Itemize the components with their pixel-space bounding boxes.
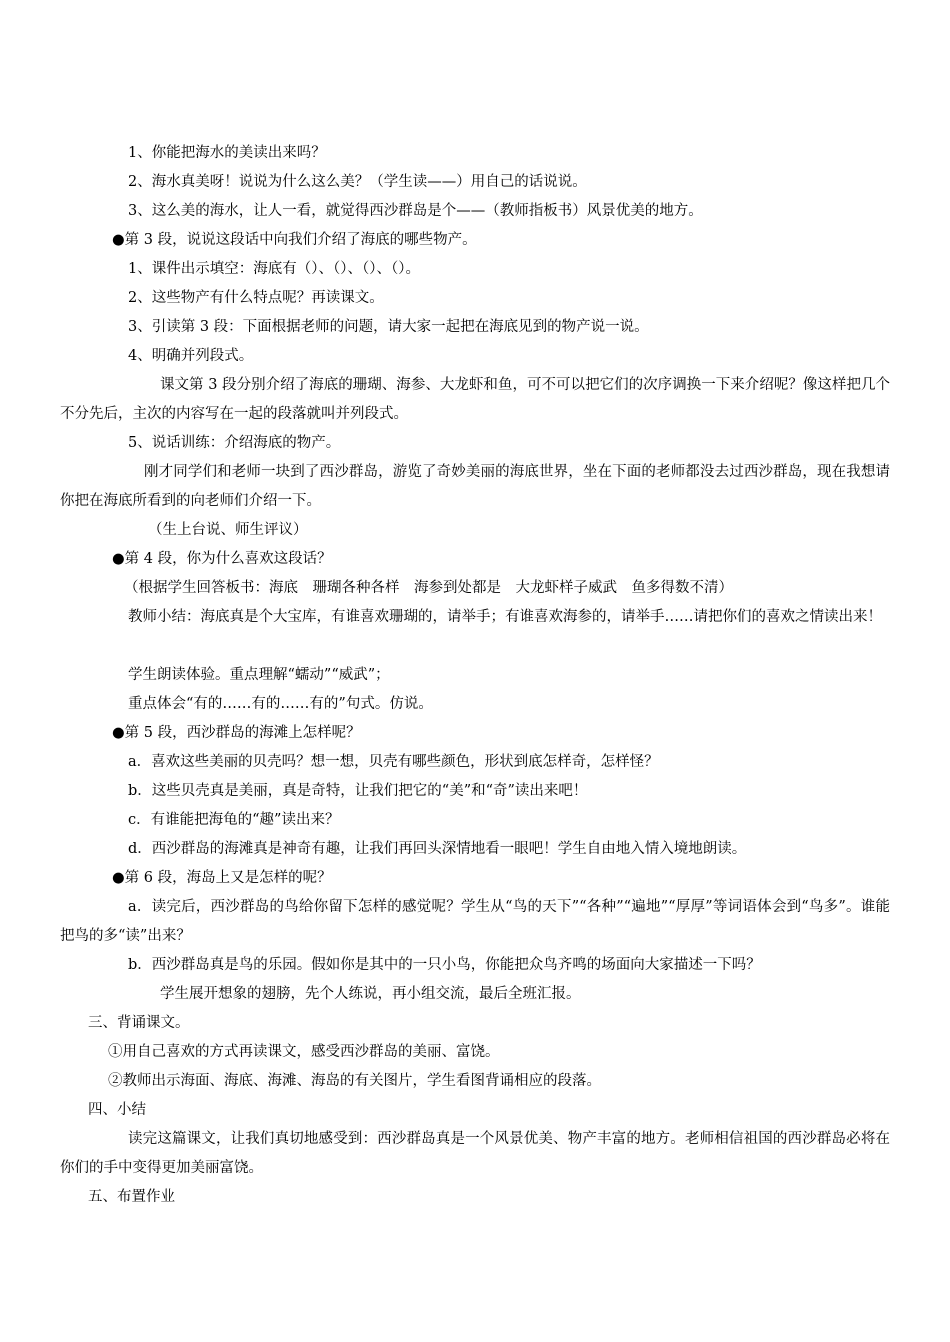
item-a-shells: a．喜欢这些美丽的贝壳吗？想一想，贝壳有哪些颜色，形状到底怎样奇，怎样怪？ <box>128 754 659 770</box>
parallel-structure-explanation: 课文第 3 段分别介绍了海底的珊瑚、海参、大龙虾和鱼，可不可以把它们的次序调换一下来介绍呢？像这样把几个不分先后，主次的内容写在一起的段落就叫并列段式。 <box>60 377 890 422</box>
step-1-fill-blank: 1、课件出示填空：海底有（）、（）、（）、（）。 <box>128 261 420 277</box>
recite-step-1: ①用自己喜欢的方式再读课文，感受西沙群岛的美丽、富饶。 <box>108 1044 500 1060</box>
section-4-summary: 四、小结 <box>88 1102 146 1118</box>
section-5-homework: 五、布置作业 <box>88 1189 175 1205</box>
step-5: 5、说话训练：介绍海底的物产。 <box>128 435 341 451</box>
stage-note: （生上台说、师生评议） <box>148 522 308 538</box>
question-2: 2、海水真美呀！说说为什么这么美？（学生读——）用自己的话说说。 <box>128 174 587 190</box>
blackboard-note: （根据学生回答板书：海底 珊瑚各种各样 海参到处都是 大龙虾样子威武 鱼多得数不清） <box>124 580 733 596</box>
section-3-recite: 三、背诵课文。 <box>88 1015 190 1031</box>
step-3: 3、引读第 3 段：下面根据老师的问题，请大家一起把在海底见到的物产说一说。 <box>128 319 649 335</box>
item-d-beach: d．西沙群岛的海滩真是神奇有趣，让我们再回头深情地看一眼吧！学生自由地入情入境地朗读。 <box>128 841 747 857</box>
step-2: 2、这些物产有什么特点呢？再读课文。 <box>128 290 384 306</box>
item-a-birds: a．读完后，西沙群岛的鸟给你留下怎样的感觉呢？学生从“鸟的天下”“各种”“遍地”“厚厚”等词语体会到“鸟多”。谁能把鸟的多“读”出来？ <box>60 899 890 944</box>
item-b-birds: b．西沙群岛真是鸟的乐园。假如你是其中的一只小鸟，你能把众鸟齐鸣的场面向大家描述一下吗？ <box>128 957 761 973</box>
question-3: 3、这么美的海水，让人一看，就觉得西沙群岛是个——（教师指板书）风景优美的地方。 <box>128 203 703 219</box>
summary-paragraph: 读完这篇课文，让我们真切地感受到：西沙群岛真是一个风景优美、物产丰富的地方。老师相信祖国的西沙群岛必将在你们的手中变得更加美丽富饶。 <box>60 1131 890 1176</box>
paragraph-3-heading: ●第 3 段，说说这段话中向我们介绍了海底的哪些物产。 <box>112 232 477 248</box>
recite-step-2: ②教师出示海面、海底、海滩、海岛的有关图片，学生看图背诵相应的段落。 <box>108 1073 601 1089</box>
student-imagination: 学生展开想象的翅膀，先个人练说，再小组交流，最后全班汇报。 <box>160 986 581 1002</box>
item-c-turtle: c．有谁能把海龟的“趣”读出来？ <box>128 812 340 828</box>
paragraph-6-heading: ●第 6 段，海岛上又是怎样的呢？ <box>112 870 332 886</box>
paragraph-4-heading: ●第 4 段，你为什么喜欢这段话？ <box>112 551 332 567</box>
sentence-pattern-practice: 重点体会“有的……有的……有的”句式。仿说。 <box>128 696 433 712</box>
item-b-shells: b．这些贝壳真是美丽，真是奇特，让我们把它的“美”和“奇”读出来吧！ <box>128 783 588 799</box>
speaking-exercise-paragraph: 刚才同学们和老师一块到了西沙群岛，游览了奇妙美丽的海底世界，坐在下面的老师都没去过西沙群岛，现在我想请你把在海底所看到的向老师们介绍一下。 <box>60 464 890 509</box>
teacher-summary: 教师小结：海底真是个大宝库，有谁喜欢珊瑚的，请举手；有谁喜欢海参的，请举手……请把你们的喜欢之情读出来！ <box>128 609 882 625</box>
reading-experience: 学生朗读体验。重点理解“蠕动”“威武”； <box>128 667 390 683</box>
question-1: 1、你能把海水的美读出来吗？ <box>128 145 326 161</box>
paragraph-5-heading: ●第 5 段，西沙群岛的海滩上怎样呢？ <box>112 725 361 741</box>
step-4: 4、明确并列段式。 <box>128 348 254 364</box>
